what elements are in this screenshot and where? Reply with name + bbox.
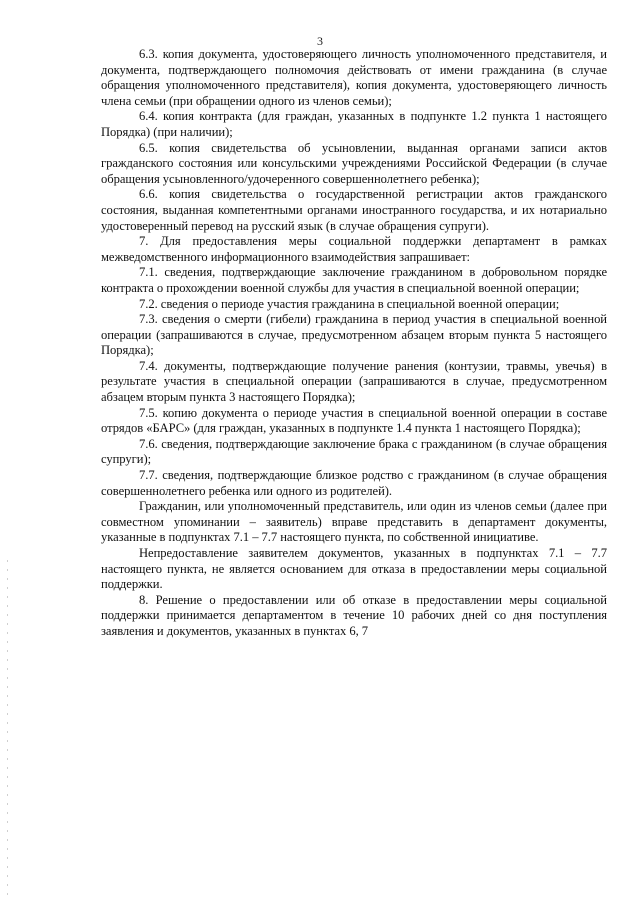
document-body [101,47,607,640]
page-number: 3 [317,34,323,48]
paragraph-7: 7. Для предоставления меры социальной поддержки департамент в рамках межведомственного информационного взаимодействия запрашивает: [101,234,607,264]
paragraph-non-submission: Непредоставление заявителем документов, указанных в подпунктах 7.1 – 7.7 настоящего пункта, не является основанием для отказа в предоставлении меры социальной поддержки. [101,546,607,592]
paragraph-7-5: 7.5. копию документа о периоде участия в специальной военной операции в составе отрядов «БАРС» (для граждан, указанных в подпункте 1.4 пункта 1 настоящего Порядка); [101,405,607,436]
paragraph-7-3: 7.3. сведения о смерти (гибели) гражданина в период участия в специальной военной операции (запрашиваются в случае, предусмотренном абзацем вторым пункта 5 настоящего Порядка); [101,312,607,358]
paragraph-6-5: 6.5. копия свидетельства об усыновлении, выданная органами записи актов гражданского состояния или консульскими учреждениями Российской Федерации (в случае обращения усыновленного/удочеренного совершеннолетнего ребенка); [101,140,607,186]
paragraph-7-2: 7.2. сведения о периоде участия гражданина в специальной военной операции; [139,296,560,311]
paragraph-8: 8. Решение о предоставлении или об отказе в предоставлении меры социальной поддержки принимается департаментом в течение 10 рабочих дней со дня поступления заявления и документов, указанных в пунктах 6, 7 [101,592,607,638]
paragraph-7-1: 7.1. сведения, подтверждающие заключение гражданином в добровольном порядке контракта о прохождении военной службы для участия в специальной военной операции; [101,265,607,295]
scan-edge-artifact [7,560,8,900]
paragraph-applicant-right: Гражданин, или уполномоченный представитель, или один из членов семьи (далее при совместном упоминании – заявитель) вправе представить в департамент документы, указанные в подпунктах 7.1 – 7.7 настоящего пункта, по собственной инициативе. [101,499,607,545]
paragraph-6-4: 6.4. копия контракта (для граждан, указанных в подпункте 1.2 пункта 1 настоящего Порядка) (при наличии); [101,109,607,139]
paragraph-6-6: 6.6. копия свидетельства о государственной регистрации актов гражданского состояния, выданная компетентными органами иностранного государства, и их нотариально удостоверенный перевод на русский язык (в случае обращения супруги). [101,187,607,233]
paragraph-6-3: 6.3. копия документа, удостоверяющего личность уполномоченного представителя, и документа, подтверждающего полномочия действовать от имени гражданина (в случае обращения уполномоченного представителя), копия документа, удостоверяющего личность члена семьи (при обращении одного из членов семьи); [101,47,607,108]
paragraph-7-4: 7.4. документы, подтверждающие получение ранения (контузии, травмы, увечья) в результате участия в специальной операции (запрашиваются в случае, предусмотренном абзацем вторым пункта 3 настоящего Порядка); [101,358,607,405]
paragraph-7-7: 7.7. сведения, подтверждающие близкое родство с гражданином (в случае обращения совершеннолетнего ребенка или одного из родителей). [101,468,607,498]
paragraph-7-6: 7.6. сведения, подтверждающие заключение брака с гражданином (в случае обращения супруги); [101,436,607,467]
